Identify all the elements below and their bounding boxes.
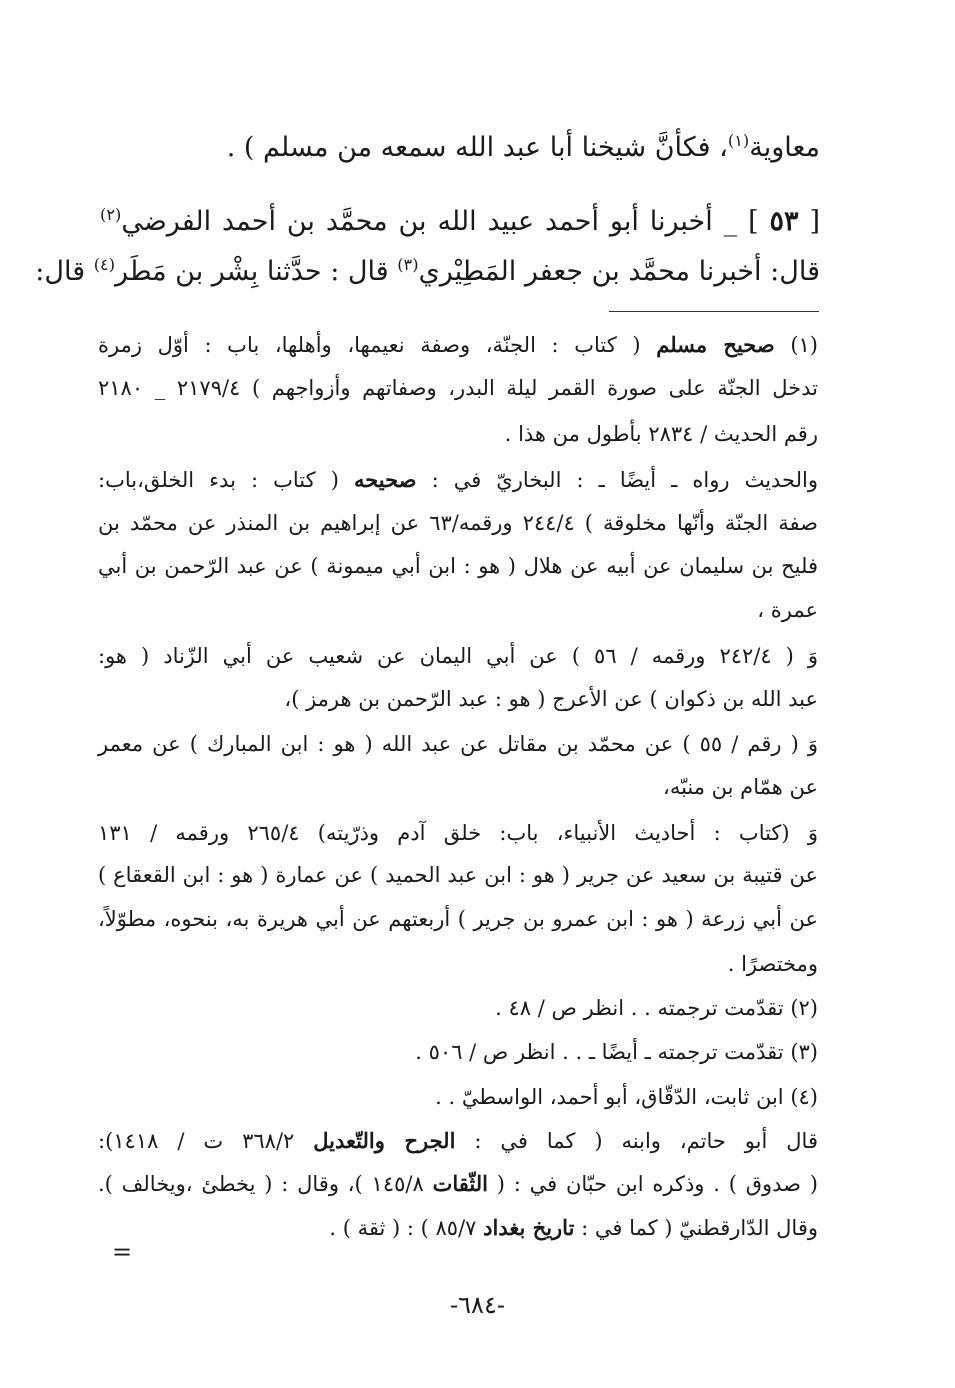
footnote-1-line-9: عبد الله بن ذكوان ) عن الأعرج ( هو : عبد الرّحمن بن هرمز )، bbox=[284, 687, 818, 711]
footnote-1-line-13: عن قتيبة بن سعيد عن جرير ( هو : ابن عبد الحميد ) عن عمارة ( هو : ابن القعقاع ) bbox=[98, 863, 818, 887]
footnote-2: (٢) تقدّمت ترجمته . . انظر ص / ٤٨ . bbox=[495, 996, 818, 1020]
body-line-1: معاوية$^{(١)}$، فكأنَّ شيخنا أبا عبد الله سمعه من مسلم ) . bbox=[226, 131, 820, 163]
footnote-4-line-1: (٤) ابن ثابت، الدّقّاق، أبو أحمد، الواسطيّ . . bbox=[435, 1085, 818, 1109]
footnote-1-line-3: رقم الحديث / ٢٨٣٤ بأطول من هذا . bbox=[504, 422, 818, 446]
footnote-1-line-14: عن أبي زرعة ( هو : ابن عمرو بن جرير ) أربعتهم عن أبي هريرة به، بنحوه، مطوّلاً، bbox=[98, 907, 818, 931]
footnote-4-line-2: قال أبو حاتم، وابنه ( كما في : الجرح والتّعديل ٣٦٨/٢ ت / ١٤١٨): bbox=[98, 1128, 818, 1153]
continuation-mark: = bbox=[112, 1238, 133, 1266]
footnote-1-line-12: وَ (كتاب : أحاديث الأنبياء، باب: خلق آدم وذرّيته) ٢٦٥/٤ ورقمه / ١٣١ bbox=[98, 821, 818, 845]
footnote-4-line-3: ( صدوق ) . وذكره ابن حبّان في : ( الثّقات ١٤٥/٨ )، وقال : ( يخطئ ،ويخالف ). bbox=[98, 1171, 819, 1196]
footnote-1-line-7: عمرة ، bbox=[757, 598, 818, 622]
footnote-1-line-10: وَ ( رقم / ٥٥ ) عن محمّد بن مقاتل عن عبد الله ( هو : ابن المبارك ) عن معمر bbox=[98, 732, 818, 756]
page-number: -٦٨٤- bbox=[450, 1291, 505, 1319]
footnote-3: (٣) تقدّمت ترجمته ـ أيضًا ـ . . انظر ص / ٥٠٦ . bbox=[415, 1040, 818, 1064]
footnote-1-line-11: عن همّام بن منبّه، bbox=[663, 775, 818, 799]
footnote-1-line-15: ومختصرًا . bbox=[727, 952, 818, 976]
footnote-1-line-2: تدخل الجنّة على صورة القمر ليلة البدر، وصفاتهم وأزواجهم ) ٢١٧٩/٤ _ ٢١٨٠ bbox=[98, 376, 818, 400]
footnote-1-line-4: والحديث رواه ـ أيضًا ـ : البخاريّ في : صحيحه ( كتاب : بدء الخلق،باب: bbox=[98, 467, 818, 492]
footnote-separator bbox=[609, 311, 819, 312]
footnote-1-line-1: (١) صحيح مسلم ( كتاب : الجنّة، وصفة نعيمها، وأهلها، باب : أوّل زمرة bbox=[98, 332, 818, 357]
body-line-3: قال: أخبرنا محمَّد بن جعفر المَطِيْري$^{(٣)}$ قال : حدَّثنا بِشْر بن مَطَر$^{(٤)}$ قال: bbox=[35, 255, 820, 287]
footnote-4-line-4: وقال الدّارقطنيّ ( كما في : تاريخ بغداد ٨٥/٧ ) : ( ثقة ) . bbox=[329, 1215, 818, 1240]
footnote-1-line-6: فليح بن سليمان عن أبيه عن هلال ( هو : ابن أبي ميمونة ) عن عبد الرّحمن بن أبي bbox=[98, 554, 818, 578]
footnote-1-line-8: وَ ( ٢٤٢/٤ ورقمه / ٥٦ ) عن أبي اليمان عن شعيب عن أبي الزّناد ( هو: bbox=[98, 644, 818, 668]
hadith-heading-line: [ ٥٣ ] _ أخبرنا أبو أحمد عبيد الله بن محمَّد بن أحمد الفرضي$^{(٢)}$ bbox=[100, 205, 820, 237]
footnote-1-line-5: صفة الجنّة وأنّها مخلوقة ) ٢٤٤/٤ ورقمه/٦٣ عن إبراهيم بن المنذر عن محمّد بن bbox=[98, 511, 818, 535]
